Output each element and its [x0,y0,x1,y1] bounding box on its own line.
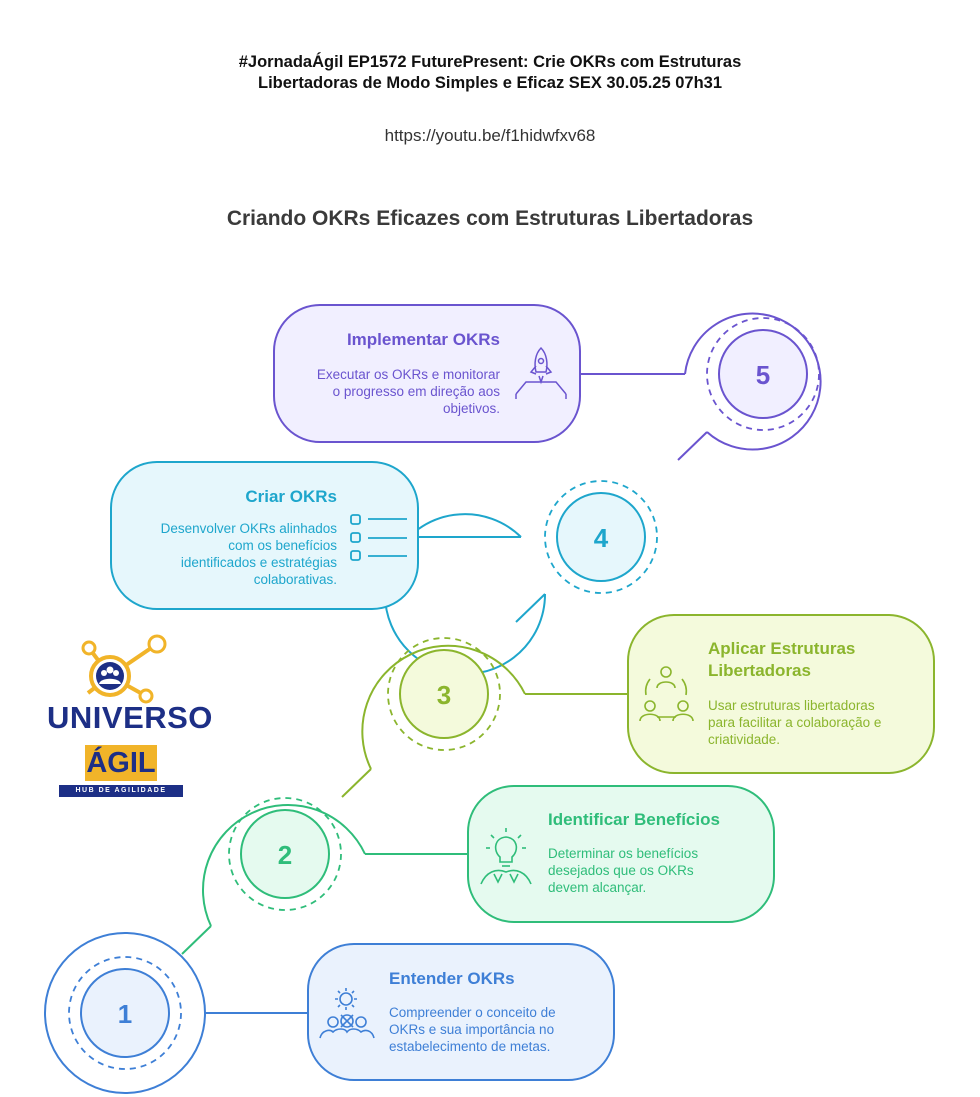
step-5-description-line: Executar os OKRs e monitorar [316,367,500,382]
step-1-title: Entender OKRs [389,969,515,988]
step-1-description-line: Compreender o conceito de [389,1005,556,1020]
header-title-line-2: Libertadoras de Modo Simples e Eficaz SEX 30.05.25 07h31 [257,74,723,92]
step-3-title-line: Libertadoras [708,661,811,680]
step-2-title: Identificar Benefícios [548,810,720,829]
step-3-number: 3 [436,680,452,710]
header-title-line-1: #JornadaÁgil EP1572 FuturePresent: Crie OKRs com Estruturas [238,53,742,71]
step-2-description [548,845,758,896]
step-3-title [708,638,908,682]
logo-wordmark-agil: ÁGIL [86,747,156,779]
step-5-diagonal-connector [678,432,707,460]
step-2-description-line: desejados que os OKRs [548,863,694,878]
universo-agil-logo [83,636,165,702]
step-4-description [127,520,337,588]
diagram-title: Criando OKRs Eficazes com Estruturas Libertadoras [226,207,754,230]
step-2-description-line: Determinar os benefícios [548,846,699,861]
step-1-number: 1 [117,999,133,1029]
step-3-description-line: Usar estruturas libertadoras [708,698,875,713]
step-4-description-line: identificados e estratégias [180,555,337,570]
step-3-diagonal-connector [342,769,371,797]
step-4-description-line: colaborativas. [253,572,337,587]
step-4-description-line: com os benefícios [228,538,337,553]
step-5-description-line: objetivos. [442,401,500,416]
step-2-description-line: devem alcançar. [548,880,647,895]
logo-tagline: HUB DE AGILIDADE [59,785,183,797]
step-3-description [708,697,923,748]
step-4-title: Criar OKRs [245,487,337,506]
youtube-url[interactable]: https://youtu.be/f1hidwfxv68 [384,126,596,145]
step-5-description-line: o progresso em direção aos [332,384,500,399]
step-4-number: 4 [593,523,609,553]
step-1-description-line: OKRs e sua importância no [389,1022,555,1037]
step-2-number: 2 [277,840,293,870]
step-3-description-line: para facilitar a colaboração e [708,715,882,730]
step-1-description [389,1004,599,1055]
step-3-title-line: Aplicar Estruturas [708,639,856,658]
step-5-number: 5 [755,360,771,390]
step-4-description-line: Desenvolver OKRs alinhados [160,521,337,536]
step-2-diagonal-connector [182,926,211,954]
step-5-title: Implementar OKRs [346,330,500,349]
step-5-description [290,366,500,417]
step-3-description-line: criatividade. [708,732,781,747]
step-1-description-line: estabelecimento de metas. [389,1039,551,1054]
logo-wordmark-universo: UNIVERSO [47,700,213,735]
